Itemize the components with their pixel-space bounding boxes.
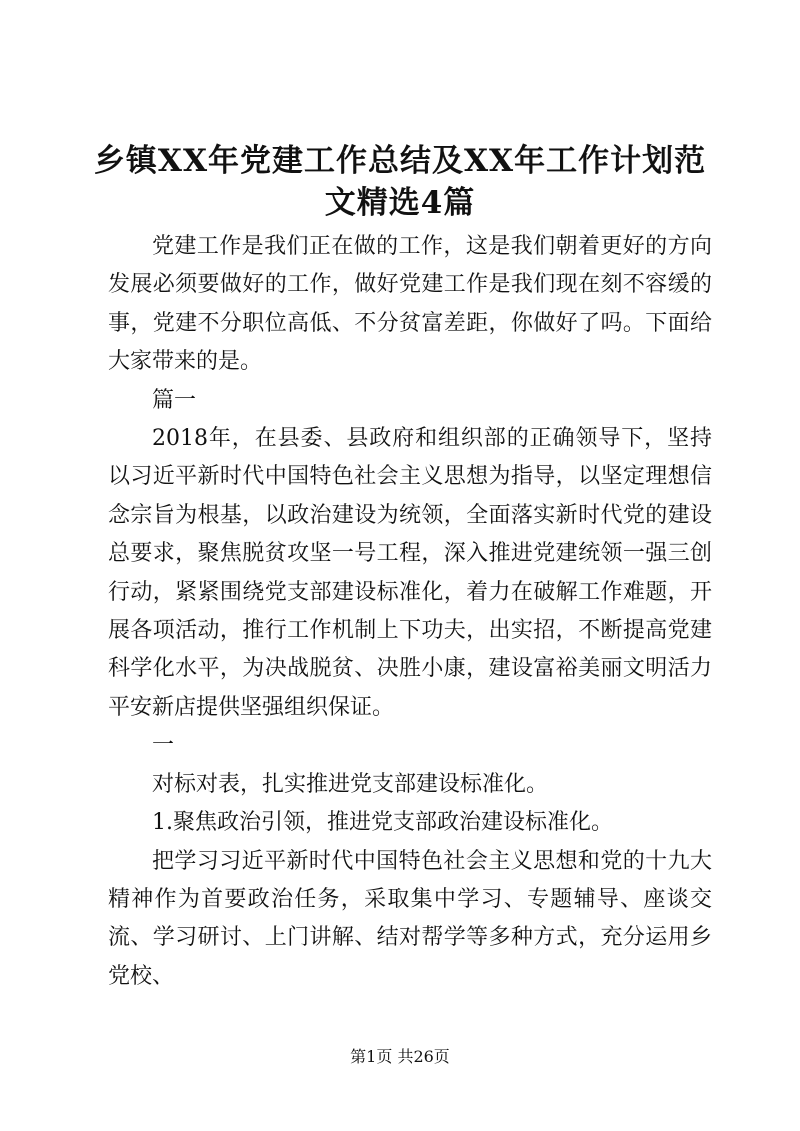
paragraph-subheading: 一 (152, 733, 175, 759)
paragraph-study: 把学习习近平新时代中国特色社会主义思想和党的十九大精神作为首要政治任务，采取集中学习、专题辅导、座谈交流、学习研讨、上门讲解、结对帮学等多种方式，充分运用乡党校、 (108, 848, 712, 989)
paragraph-section-heading: 篇一 (152, 387, 197, 413)
paragraph-intro: 党建工作是我们正在做的工作，这是我们朝着更好的方向发展必须要做好的工作，做好党建工作是我们现在刻不容缓的事，党建不分职位高低、不分贫富差距，你做好了吗。下面给大家带来的是。 (108, 234, 712, 375)
paragraph-item-1: 1.聚焦政治引领，推进党支部政治建设标准化。 (152, 810, 613, 836)
page-footer: 第1页 共26页 (350, 1047, 450, 1066)
document-body (108, 228, 712, 996)
document-title: 乡镇XX年党建工作总结及XX年工作计划范文精选4篇 (93, 143, 707, 221)
paragraph-summary: 2018年，在县委、县政府和组织部的正确领导下，坚持以习近平新时代中国特色社会主义思想为指导，以坚定理想信念宗旨为根基，以政治建设为统领，全面落实新时代党的建设总要求，聚焦脱贫攻坚一号工程，深入推进党建统领一强三创行动，紧紧围绕党支部建设标准化，着力在破解工作难题，开展各项活动，推行工作机制上下功夫，出实招，不断提高党建科学化水平，为决战脱贫、决胜小康，建设富裕美丽文明活力平安新店提供坚强组织保证。 (108, 426, 712, 720)
paragraph-standardization: 对标对表，扎实推进党支部建设标准化。 (152, 771, 549, 797)
